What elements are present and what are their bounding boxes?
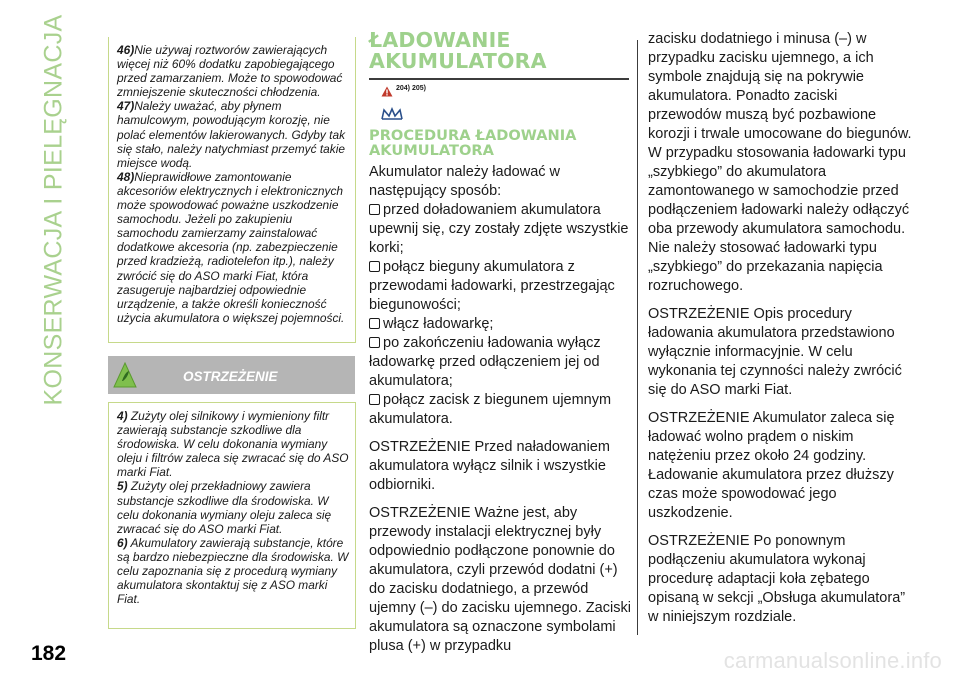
main-title-block	[369, 30, 629, 80]
paragraph: OSTRZEŻENIE Przed naładowaniem akumulatora wyłącz silnik i wszystkie odbiorniki.	[369, 439, 610, 493]
checkbox-bullet-icon	[369, 204, 380, 215]
bullet-item: połącz bieguny akumulatora z przewodami ładowarki, przestrzegając biegunowości;	[369, 259, 615, 313]
paragraph: zacisku dodatniego i minusa (–) w przypadku zacisku ujemnego, a ich symbole znajdują się na pokrywie akumulatora. Ponadto zaciski przewodów muszą być pozbawione korozji i trwale umocowane do biegunów. W przypadku stosowania ładowarki typu „szybkiego” do akumulatora zamontowanego w samochodzie przed podłączeniem ładowarki należy odłączyć oba przewody akumulatora samochodu. Nie należy stosować ładowarki typu „szybkiego” do przekazania napięcia rozruchowego.	[648, 31, 912, 294]
continuation-column	[648, 30, 913, 636]
warning-triangle-icon	[381, 86, 393, 97]
bullet-item: po zakończeniu ładowania wyłącz ładowarkę przed odłączeniem jej od akumulatora;	[369, 335, 601, 389]
paragraph: OSTRZEŻENIE Po ponownym podłączeniu akumulatora wykonaj procedurę adaptacji koła zębatego opisaną w sekcji „Obsługa akumulatora” w niniejszym rozdziale.	[648, 533, 906, 625]
warning-reference-row	[381, 84, 426, 102]
warnings-box	[108, 402, 356, 629]
column-divider	[637, 40, 638, 635]
checkbox-bullet-icon	[369, 318, 380, 329]
page-number: 182	[31, 642, 67, 665]
checkbox-bullet-icon	[369, 394, 380, 405]
warning-heading: OSTRZEŻENIE	[183, 369, 278, 384]
warning-item: 5) Zużyty olej przekładniowy zawiera substancje szkodliwe dla środowiska. W celu dokonania wymiany oleju zaleca się zwracać się do ASO marki Fiat.	[117, 479, 332, 536]
note-item: 47)Należy uważać, aby płynem hamulcowym, powodującym korozję, nie polać elementów lakierowanych. Gdyby tak się stało, należy natychmiast przemyć takie miejsce wodą.	[117, 99, 346, 170]
notes-box	[108, 37, 356, 343]
paragraph: OSTRZEŻENIE Akumulator zaleca się ładować wolno prądem o niskim natężeniu przez około 24 godziny. Ładowanie akumulatora przez dłuższy czas może spowodować jego uszkodzenie.	[648, 410, 895, 521]
bullet-item: połącz zacisk z biegunem ujemnym akumulatora.	[369, 392, 612, 427]
watermark: carmanualsonline.info	[723, 648, 942, 673]
checkbox-bullet-icon	[369, 337, 380, 348]
bullet-item: przed doładowaniem akumulatora upewnij się, czy zostały zdjęte wszystkie korki;	[369, 202, 629, 256]
intro-text: Akumulator należy ładować w następujący sposób:	[369, 164, 561, 199]
paragraph: OSTRZEŻENIE Opis procedury ładowania akumulatora przedstawiono wyłącznie informacyjnie. W celu wykonania tej czynności należy zwrócić się do ASO marki Fiat.	[648, 306, 902, 398]
warning-item: 4) Zużyty olej silnikowy i wymieniony filtr zawierają substancje szkodliwe dla środowiska. W celu dokonania wymiany oleju i filtrów zaleca się zwracać się do ASO marki Fiat.	[117, 409, 349, 480]
note-item: 46)Nie używaj roztworów zawierających więcej niż 60% dodatku zapobiegającego przed zamarzaniem. Może to spowodować zmniejszenie skuteczności chłodzenia.	[117, 43, 343, 100]
sub-title: PROCEDURA ŁADOWANIA AKUMULATORA	[369, 127, 577, 159]
bullet-item: włącz ładowarkę;	[369, 315, 634, 334]
paragraph: OSTRZEŻENIE Ważne jest, aby przewody instalacji elektrycznej były odpowiednio podłączone ponownie do akumulatora, czyli przewód dodatni (+) do zacisku dodatniego, a przewód ujemny (–) do zacisku ujemnego. Zaciski akumulatora są oznaczone symbolami plusa (+) w przypadku	[369, 505, 631, 654]
environment-warning-icon	[113, 362, 137, 388]
procedure-column	[369, 163, 634, 665]
section-side-title: KONSERWACJA I PIELĘGNACJA	[39, 14, 68, 406]
warning-item: 6) Akumulatory zawierają substancje, które są bardzo niebezpieczne dla środowiska. W celu zapoznania się z procedurą wymiany akumulatora skontaktuj się z ASO marki Fiat.	[117, 535, 349, 607]
checkbox-bullet-icon	[369, 261, 380, 272]
main-title: ŁADOWANIE AKUMULATORA	[369, 30, 629, 80]
fiat-logo-icon	[381, 107, 403, 121]
warning-heading-bar	[108, 356, 355, 394]
note-item: 48)Nieprawidłowe zamontowanie akcesoriów elektrycznych i elektronicznych może spowodować poważne uszkodzenie samochodu. Jeżeli po zakupieniu samochodu zamierzamy zainstalować dodatkowe akcesoria (np. zabezpieczenie przed kradzieżą, radiotelefon itp.), należy zwrócić się do ASO marki Fiat, która zasugeruje najbardziej odpowiednie urządzenie, a także określi konieczność użycia akumulatora o większej pojemności.	[117, 169, 345, 325]
warning-references: 204) 205)	[396, 85, 426, 92]
